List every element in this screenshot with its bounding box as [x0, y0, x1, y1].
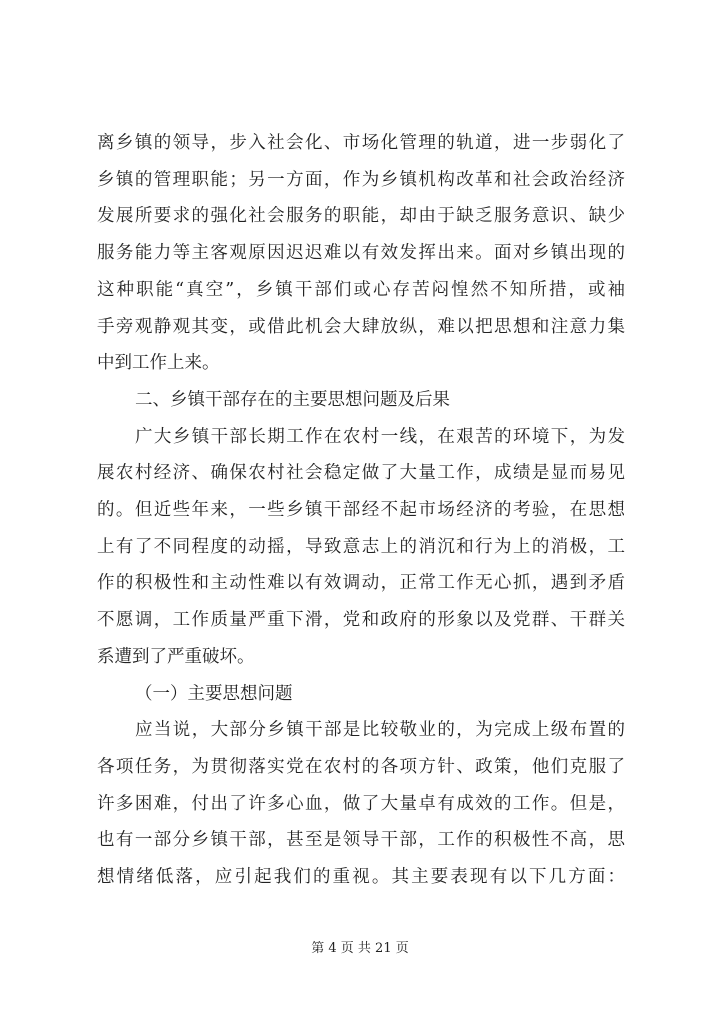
- text-line: 许多困难，付出了许多心血，做了大量卓有成效的工作。但是，: [97, 793, 625, 814]
- text-line: 作的积极性和主动性难以有效调动，正常工作无心抓，遇到矛盾: [97, 573, 625, 594]
- text-line: 手旁观静观其变，或借此机会大肆放纵，难以把思想和注意力集: [97, 316, 625, 337]
- page-footer: 第 4 页 共 21 页: [311, 941, 409, 956]
- text-line: 的。但近些年来，一些乡镇干部经不起市场经济的考验，在思想: [97, 500, 625, 520]
- text-line: 不愿调，工作质量严重下滑，党和政府的形象以及党群、干群关: [97, 610, 625, 631]
- text-line: 这种职能“真空”，乡镇干部们或心存苦闷惶然不知所措，或袖: [97, 279, 625, 300]
- text-line: 乡镇的管理职能；另一方面，作为乡镇机构改革和社会政治经济: [97, 169, 625, 190]
- text-line: 系遭到了严重破坏。: [97, 646, 255, 667]
- text-line: 离乡镇的领导，步入社会化、市场化管理的轨道，进一步弱化了: [97, 133, 625, 153]
- text-line: 广大乡镇干部长期工作在农村一线，在艰苦的环境下，为发: [135, 426, 625, 447]
- section-heading: （一）主要思想问题: [135, 683, 293, 704]
- section-heading: 二、乡镇干部存在的主要思想问题及后果: [135, 389, 450, 410]
- text-line: 想情绪低落，应引起我们的重视。其主要表现有以下几方面：: [97, 867, 625, 887]
- text-line: 服务能力等主客观原因迟迟难以有效发挥出来。面对乡镇出现的: [97, 243, 625, 264]
- text-line: 应当说，大部分乡镇干部是比较敬业的，为完成上级布置的: [135, 720, 625, 741]
- text-line: 展农村经济、确保农村社会稳定做了大量工作，成绩是显而易见: [97, 463, 625, 484]
- text-line: 也有一部分乡镇干部，甚至是领导干部，工作的积极性不高，思: [97, 830, 625, 851]
- text-line: 发展所要求的强化社会服务的职能，却由于缺乏服务意识、缺少: [97, 206, 625, 227]
- text-line: 中到工作上来。: [97, 353, 220, 374]
- text-line: 上有了不同程度的动摇，导致意志上的消沉和行为上的消极，工: [97, 536, 625, 557]
- text-line: 各项任务，为贯彻落实党在农村的各项方针、政策，他们克服了: [97, 756, 625, 777]
